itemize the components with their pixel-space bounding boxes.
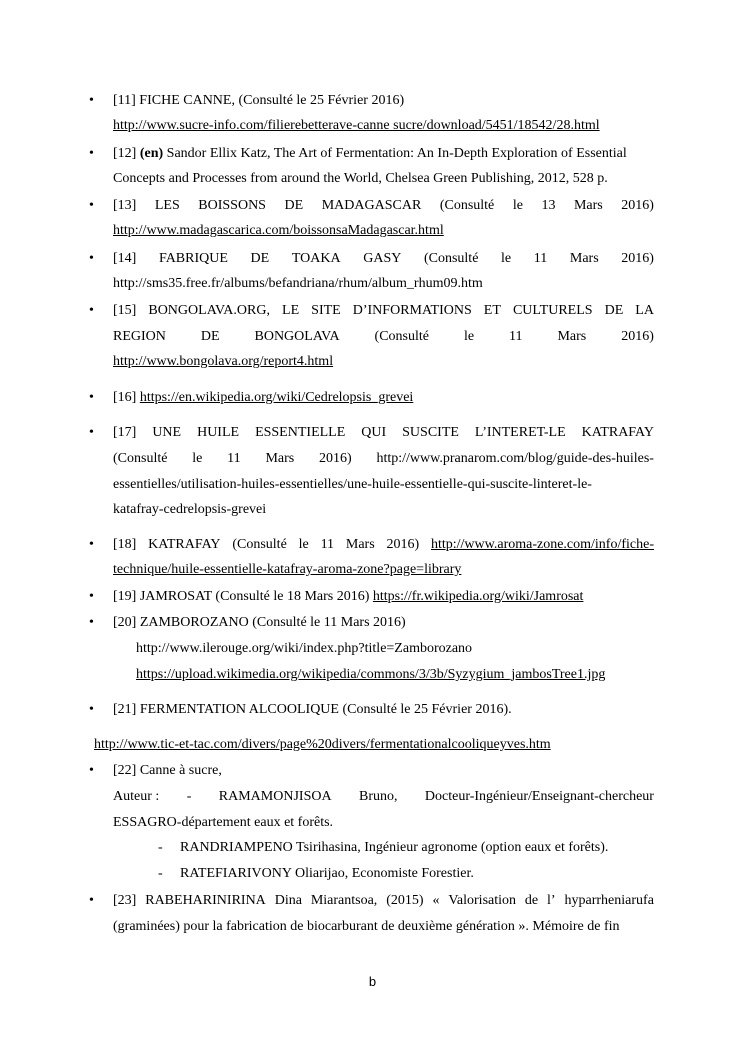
word: [15] bbox=[113, 303, 137, 318]
word: 2016) bbox=[621, 329, 654, 344]
ref-13-link-line bbox=[113, 222, 654, 240]
word: REGION bbox=[113, 329, 166, 344]
bullet-icon: • bbox=[89, 93, 94, 108]
word: BONGOLAVA bbox=[254, 329, 340, 344]
word: BONGOLAVA.ORG, bbox=[148, 303, 270, 318]
word: (Consulté bbox=[232, 537, 287, 552]
bullet-icon: • bbox=[89, 390, 94, 405]
word: ESSENTIELLE bbox=[255, 425, 346, 440]
ref-22-sub-2: RATEFIARIVONY Oliarijao, Economiste Forestier. bbox=[180, 866, 474, 881]
word: - bbox=[186, 789, 192, 804]
word: 11 bbox=[533, 251, 548, 266]
word: Mars bbox=[573, 198, 603, 213]
bullet-icon: • bbox=[89, 425, 94, 440]
word: D’INFORMATIONS bbox=[352, 303, 472, 318]
word: RAMAMONJISOA bbox=[218, 789, 332, 804]
word: 11 bbox=[227, 451, 241, 466]
ref-20-link[interactable]: https://upload.wikimedia.org/wikipedia/commons/3/3b/Syzygium_jambosTree1.jpg bbox=[136, 667, 606, 682]
word: LE bbox=[282, 303, 300, 318]
word: Valorisation bbox=[448, 893, 517, 908]
word: [14] bbox=[113, 251, 137, 266]
bullet-icon: • bbox=[89, 198, 94, 213]
ref-12-lang: (en) bbox=[139, 146, 164, 161]
ref-15-link-line bbox=[113, 353, 654, 371]
ref-17-line-1 bbox=[113, 424, 654, 442]
ref-17-line-4: katafray-cedrelopsis-grevei bbox=[113, 502, 267, 517]
dash-bullet: - bbox=[158, 840, 163, 855]
word: Mars bbox=[569, 251, 599, 266]
word: (2015) bbox=[386, 893, 424, 908]
ref-12-line-2: Concepts and Processes from around the World, Chelsea Green Publishing, 2012, 528 p. bbox=[113, 171, 608, 186]
word: GASY bbox=[363, 251, 402, 266]
ref-20-link-line bbox=[136, 666, 656, 684]
ref-21-link[interactable]: http://www.tic-et-tac.com/divers/page%20divers/fermentationalcooliqueyves.htm bbox=[94, 737, 551, 752]
word: FABRIQUE bbox=[158, 251, 228, 266]
ref-14-url: http://sms35.free.fr/albums/befandriana/rhum/album_rhum09.htm bbox=[113, 276, 483, 291]
bullet-icon: • bbox=[89, 146, 94, 161]
word: 2016) bbox=[386, 537, 420, 552]
ref-15-line-1 bbox=[113, 302, 654, 320]
ref-12-text: Sandor Ellix Katz, The Art of Fermentation: An In-Depth Exploration of Essential bbox=[166, 146, 627, 161]
ref-22-sub-1: RANDRIAMPENO Tsirihasina, Ingénieur agronome (option eaux et forêts). bbox=[180, 840, 609, 855]
word: RABEHARINIRINA bbox=[145, 893, 266, 908]
ref-19-text: [19] JAMROSAT (Consulté le 18 Mars 2016) bbox=[113, 589, 370, 604]
ref-22-line-3: ESSAGRO-département eaux et forêts. bbox=[113, 815, 334, 830]
ref-19-link[interactable]: https://fr.wikipedia.org/wiki/Jamrosat bbox=[372, 589, 584, 604]
word: DE bbox=[604, 303, 624, 318]
word: UNE bbox=[152, 425, 182, 440]
ref-18-line-2 bbox=[113, 561, 654, 579]
word: SUSCITE bbox=[402, 425, 459, 440]
ref-18-link-part-1[interactable]: http://www.aroma-zone.com/info/fiche- bbox=[430, 537, 654, 552]
ref-22-line-2 bbox=[113, 788, 654, 806]
word: Mars bbox=[265, 451, 295, 466]
bullet-icon: • bbox=[89, 763, 94, 778]
bullet-icon: • bbox=[89, 589, 94, 604]
word: le bbox=[463, 329, 475, 344]
ref-13-line-1 bbox=[113, 197, 654, 215]
word: de bbox=[524, 893, 539, 908]
bullet-icon: • bbox=[89, 702, 94, 717]
word: 2016) bbox=[319, 451, 352, 466]
word: Bruno, bbox=[359, 789, 398, 804]
word: KATRAFAY bbox=[581, 425, 654, 440]
ref-21-title: [21] FERMENTATION ALCOOLIQUE (Consulté le 25 Février 2016). bbox=[113, 702, 512, 717]
word: QUI bbox=[361, 425, 387, 440]
word: DE bbox=[284, 198, 304, 213]
ref-12-number: [12] bbox=[113, 146, 137, 161]
word: le bbox=[192, 451, 203, 466]
page-number: b bbox=[368, 974, 377, 989]
word: 11 bbox=[509, 329, 523, 344]
word: Dina bbox=[274, 893, 302, 908]
word: DE bbox=[200, 329, 220, 344]
ref-16-link[interactable]: https://en.wikipedia.org/wiki/Cedrelopsis_grevei bbox=[139, 390, 414, 405]
word: 11 bbox=[320, 537, 335, 552]
word: le bbox=[501, 251, 512, 266]
ref-18-link-part-2[interactable]: technique/huile-essentielle-katafray-aroma-zone?page=library bbox=[113, 562, 462, 577]
word: 13 bbox=[541, 198, 556, 213]
word: Mars bbox=[557, 329, 587, 344]
word: LA bbox=[635, 303, 654, 318]
word: le bbox=[298, 537, 309, 552]
word: Auteur : bbox=[113, 789, 160, 804]
word: [17] bbox=[113, 425, 137, 440]
word: hyparrheniarufa bbox=[564, 893, 654, 908]
ref-13-link[interactable]: http://www.madagascarica.com/boissonsaMadagascar.html bbox=[113, 223, 444, 238]
word: KATRAFAY bbox=[148, 537, 221, 552]
word: Mars bbox=[345, 537, 375, 552]
ref-18-line-1 bbox=[113, 536, 654, 554]
word: 2016) bbox=[621, 198, 654, 213]
word: [18] bbox=[113, 537, 137, 552]
word: le bbox=[512, 198, 523, 213]
word: (Consulté bbox=[113, 451, 168, 466]
bullet-icon: • bbox=[89, 303, 94, 318]
dash-bullet: - bbox=[158, 866, 163, 881]
word: [23] bbox=[113, 893, 137, 908]
word: BOISSONS bbox=[198, 198, 266, 213]
ref-15-line-2 bbox=[113, 328, 654, 346]
ref-19-line bbox=[113, 588, 654, 606]
ref-22-title: [22] Canne à sucre, bbox=[113, 763, 222, 778]
word: « bbox=[432, 893, 440, 908]
word: (Consulté bbox=[374, 329, 429, 344]
bullet-icon: • bbox=[89, 251, 94, 266]
word: 2016) bbox=[621, 251, 654, 266]
ref-20-title: [20] ZAMBOROZANO (Consulté le 11 Mars 2016) bbox=[113, 615, 406, 630]
ref-16-line bbox=[113, 389, 654, 407]
word: Docteur-Ingénieur/Enseignant-chercheur bbox=[424, 789, 654, 804]
ref-11-link[interactable]: http://www.sucre-info.com/filierebetterave-canne sucre/download/5451/18542/28.html bbox=[113, 118, 600, 133]
ref-12-line-1 bbox=[113, 145, 654, 163]
ref-23-line-2: (graminées) pour la fabrication de biocarburant de deuxième génération ». Mémoire de fin bbox=[113, 919, 620, 934]
word: TOAKA bbox=[291, 251, 341, 266]
ref-20-url-1: http://www.ilerouge.org/wiki/index.php?title=Zamborozano bbox=[136, 641, 473, 656]
ref-11-link-line bbox=[113, 117, 654, 135]
word: LES bbox=[154, 198, 180, 213]
word: (Consulté bbox=[423, 251, 479, 266]
ref-15-link[interactable]: http://www.bongolava.org/report4.html bbox=[113, 354, 334, 369]
word: Miarantsoa, bbox=[310, 893, 378, 908]
word: MADAGASCAR bbox=[321, 198, 422, 213]
bullet-icon: • bbox=[89, 893, 94, 908]
word: http://www.pranarom.com/blog/guide-des-huiles- bbox=[376, 451, 654, 466]
word: l’ bbox=[547, 893, 556, 908]
ref-23-line-1 bbox=[113, 892, 654, 910]
word: HUILE bbox=[197, 425, 240, 440]
bullet-icon: • bbox=[89, 615, 94, 630]
word: SITE bbox=[311, 303, 341, 318]
ref-14-line-1 bbox=[113, 250, 654, 268]
word: CULTURELS bbox=[512, 303, 593, 318]
ref-17-line-2 bbox=[113, 450, 654, 468]
word: [13] bbox=[113, 198, 137, 213]
word: L’INTERET-LE bbox=[474, 425, 566, 440]
bullet-icon: • bbox=[89, 537, 94, 552]
ref-21-link-line bbox=[94, 736, 654, 754]
word: DE bbox=[250, 251, 270, 266]
ref-17-line-3: essentielles/utilisation-huiles-essentielles/une-huile-essentielle-qui-suscite-linteret-le- bbox=[113, 477, 592, 492]
ref-16-number: [16] bbox=[113, 390, 137, 405]
word: ET bbox=[483, 303, 501, 318]
word: (Consulté bbox=[439, 198, 495, 213]
ref-11-title: [11] FICHE CANNE, (Consulté le 25 Février 2016) bbox=[113, 93, 405, 108]
